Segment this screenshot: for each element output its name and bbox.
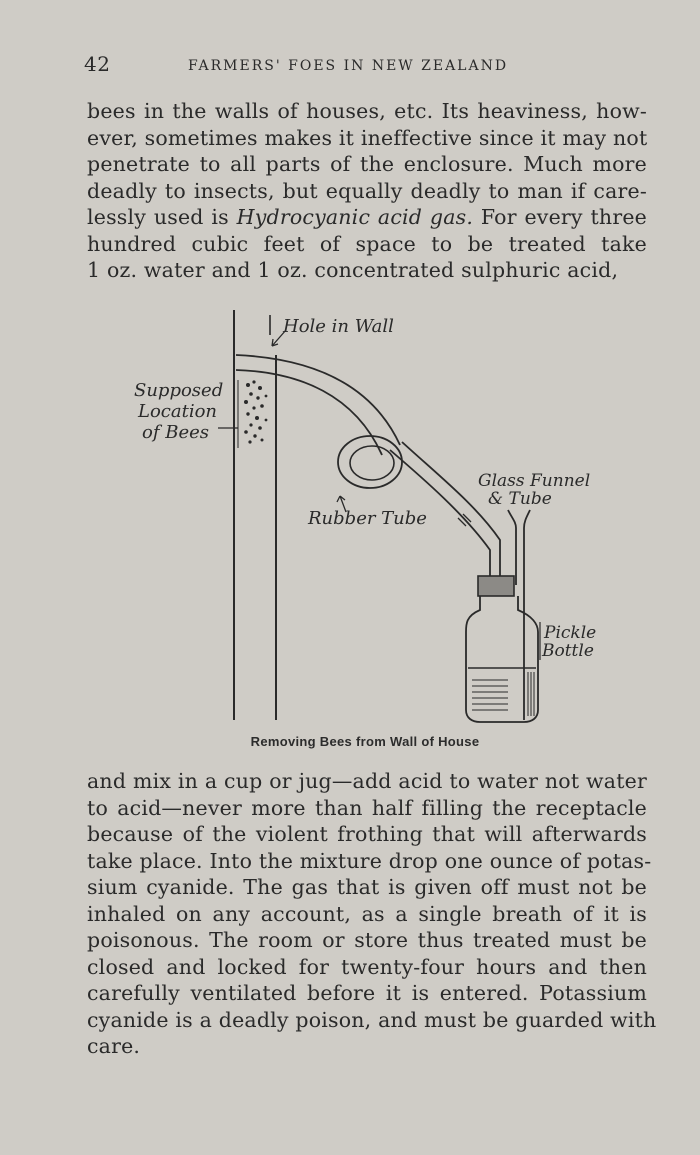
text-line: hundred cubic feet of space to be treated take: [87, 231, 647, 256]
top-paragraph: [87, 98, 647, 284]
text-line: bees in the walls of houses, etc. Its heaviness, how-: [87, 99, 647, 123]
text-line: deadly to insects, but equally deadly to man if care-: [87, 178, 647, 203]
text-line: care.: [87, 1034, 141, 1058]
text-line: because of the violent frothing that will afterwards: [87, 822, 647, 846]
glass-funnel-label-line2: & Tube: [488, 489, 552, 509]
text-line: [87, 204, 647, 231]
pickle-bottle: [466, 596, 538, 722]
hole-in-wall-label: Hole in Wall: [283, 316, 394, 337]
text-line: cyanide is a deadly poison, and must be guarded with: [87, 1007, 657, 1032]
supposed-label-line3: of Bees: [142, 422, 209, 443]
pickle-bottle-label-line1: Pickle: [544, 623, 597, 643]
text-line: to acid—never more than half filling the receptacle: [87, 795, 647, 820]
text-line: poisonous. The room or store thus treated must be: [87, 928, 647, 952]
text-line: closed and locked for twenty-four hours and then: [87, 954, 647, 979]
page-number: 42: [84, 52, 111, 76]
running-head: FARMERS' FOES IN NEW ZEALAND: [188, 58, 509, 74]
glass-funnel-left: [508, 510, 516, 585]
text-line: ever, sometimes makes it ineffective since it may not: [87, 125, 648, 150]
rubber-tube-label: Rubber Tube: [308, 508, 427, 529]
supposed-label-line2: Location: [138, 401, 218, 422]
figure-caption: Removing Bees from Wall of House: [250, 734, 480, 749]
text-line: 1 oz. water and 1 oz. concentrated sulphuric acid,: [87, 258, 619, 282]
bottom-paragraph: [87, 768, 657, 1060]
text-line: penetrate to all parts of the enclosure. Much more: [87, 152, 647, 176]
bottle-cork: [478, 576, 514, 596]
rubber-tube-loop-inner: [350, 446, 394, 480]
text-run: For every three: [473, 205, 647, 229]
rubber-tube-lower: [236, 370, 382, 455]
text-line: carefully ventilated before it is entered. Potassium: [87, 981, 647, 1005]
bee-cluster-icon: [244, 380, 267, 443]
text-line: and mix in a cup or jug—add acid to water not water: [87, 769, 647, 793]
pickle-bottle-label-line2: Bottle: [542, 641, 594, 661]
glass-funnel-label-line1: Glass Funnel: [478, 471, 591, 491]
bee-removal-diagram: [120, 300, 620, 730]
hydrocyanic-acid-term: Hydrocyanic acid gas.: [236, 205, 474, 229]
text-line: inhaled on any account, as a single breath of it is: [87, 901, 647, 926]
text-line: take place. Into the mixture drop one ounce of potas-: [87, 848, 652, 873]
text-line: sium cyanide. The gas that is given off must not be: [87, 875, 647, 899]
supposed-label-line1: Supposed: [134, 380, 224, 401]
text-run: lessly used is: [87, 205, 237, 229]
rubber-tube-upper: [236, 355, 400, 445]
